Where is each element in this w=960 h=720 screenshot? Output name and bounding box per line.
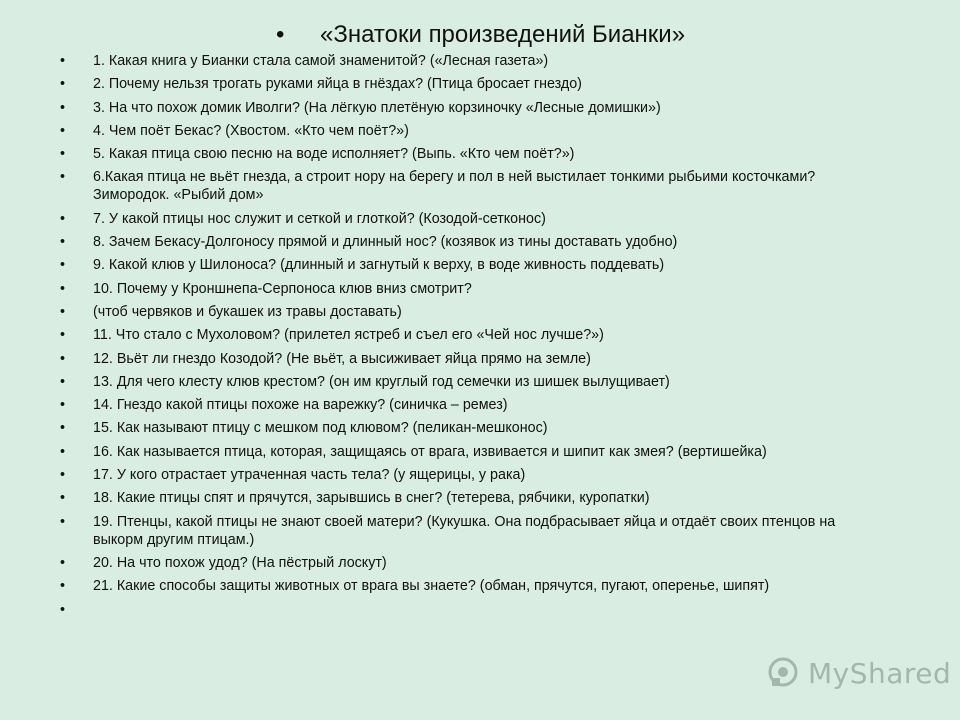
slide-title: «Знатоки произведений Бианки» [320, 21, 686, 48]
bullet-dot: • [60, 554, 66, 571]
bullet-dot: • [60, 327, 66, 344]
bullet-dot: • [60, 513, 66, 530]
list-item-text: 21. Какие способы защиты животных от врага вы знаете? (обман, прячутся, пугают, оперенье, шипят) [93, 578, 770, 595]
bullet-dot: • [60, 234, 66, 251]
myshared-logo-icon [766, 656, 802, 690]
list-item-text: 5. Какая птица свою песню на воде исполняет? (Выпь. «Кто чем поёт?») [93, 146, 575, 163]
bullet-dot: • [60, 397, 66, 414]
list-item-text: 12. Вьёт ли гнездо Козодой? (Не вьёт, а высиживает яйца прямо на земле) [93, 350, 591, 367]
list-item [60, 303, 880, 321]
list-item [60, 280, 880, 298]
list-item [60, 554, 880, 572]
list-item [60, 350, 880, 368]
bullet-dot: • [60, 53, 66, 69]
list-item-text: 8. Зачем Бекасу-Долгоносу прямой и длинный нос? (козявок из тины доставать удобно) [93, 234, 678, 251]
bullet-dot: • [60, 169, 66, 186]
list-item [60, 419, 880, 437]
list-item-text: 6.Какая птица не вьёт гнезда, а строит нору на берегу и пол в ней выстилает тонкими рыбьими косточками? Зимородок. «Рыбий дом» [93, 169, 816, 204]
list-item-text: 16. Как называется птица, которая, защищаясь от врага, извивается и шипит как змея? (вертишейка) [93, 443, 767, 460]
watermark-text: MyShared [808, 656, 952, 690]
bullet-dot: • [60, 210, 66, 227]
bullet-dot: • [60, 122, 66, 139]
list-item-text: 18. Какие птицы спят и прячутся, зарывшись в снег? (тетерева, рябчики, куропатки) [93, 490, 650, 507]
list-item-text: 15. Как называют птицу с мешком под клювом? (пеликан-мешконос) [93, 420, 548, 437]
list-item [60, 466, 880, 484]
bullet-dot: • [60, 601, 66, 618]
list-item-text: 4. Чем поёт Бекас? (Хвостом. «Кто чем поёт?») [93, 122, 409, 139]
list-item-text: 13. Для чего клесту клюв крестом? (он им круглый год семечки из шишек вылущивает) [93, 373, 670, 390]
list-item [60, 577, 880, 595]
list-item [60, 52, 880, 70]
title-bullet: • [276, 21, 285, 48]
list-item-text: 14. Гнездо какой птицы похоже на варежку? (синичка – ремез) [93, 397, 508, 414]
bullet-dot: • [60, 280, 66, 297]
list-item [60, 373, 880, 391]
list-item-text: 9. Какой клюв у Шилоноса? (длинный и загнутый к верху, в воде живность поддевать) [93, 257, 665, 274]
list-item-text: 20. На что похож удод? (На пёстрый лоскут) [93, 554, 387, 571]
list-item [60, 326, 880, 344]
list-item [60, 256, 880, 274]
list-item-text: 3. На что похож домик Иволги? (На лёгкую плетёную корзиночку «Лесные домишки») [93, 99, 661, 116]
list-item-text: 17. У кого отрастает утраченная часть тела? (у ящерицы, у рака) [93, 467, 526, 484]
question-list [60, 52, 880, 618]
bullet-dot: • [60, 467, 66, 484]
list-item-text: 11. Что стало с Мухоловом? (прилетел ястреб и съел его «Чей нос лучше?») [93, 327, 604, 344]
list-item [60, 443, 880, 461]
bullet-dot: • [60, 373, 66, 390]
list-item-text: 1. Какая книга у Бианки стала самой знаменитой? («Лесная газета») [93, 53, 549, 69]
watermark-logo [766, 655, 951, 691]
bullet-dot: • [60, 99, 66, 116]
list-item-text: 2. Почему нельзя трогать руками яйца в гнёздах? (Птица бросает гнездо) [93, 76, 582, 93]
bullet-dot: • [60, 490, 66, 507]
list-item [60, 210, 880, 228]
bullet-dot: • [60, 443, 66, 460]
list-item [60, 233, 880, 251]
list-item [60, 75, 880, 93]
slide-title-row [276, 20, 685, 50]
list-item [60, 168, 880, 204]
list-item [60, 489, 880, 507]
list-item [60, 396, 880, 414]
list-item [60, 122, 880, 140]
list-item-text: 19. Птенцы, какой птицы не знают своей матери? (Кукушка. Она подбрасывает яйца и отдаёт своих птенцов на выкорм другим птицам.) [93, 513, 836, 548]
list-item-text: 10. Почему у Кроншнепа-Серпоноса клюв вниз смотрит? [93, 280, 472, 297]
bullet-dot: • [60, 350, 66, 367]
bullet-dot: • [60, 257, 66, 274]
list-item [60, 99, 880, 117]
bullet-dot: • [60, 420, 66, 437]
list-item [60, 513, 880, 549]
list-item-text: (чтоб червяков и букашек из травы доставать) [93, 303, 402, 320]
list-item-text: 7. У какой птицы нос служит и сеткой и глоткой? (Козодой-сетконос) [93, 210, 546, 227]
bullet-dot: • [60, 303, 66, 320]
bullet-dot: • [60, 146, 66, 163]
list-item [60, 145, 880, 163]
bullet-dot: • [60, 578, 66, 595]
bullet-dot: • [60, 76, 66, 93]
